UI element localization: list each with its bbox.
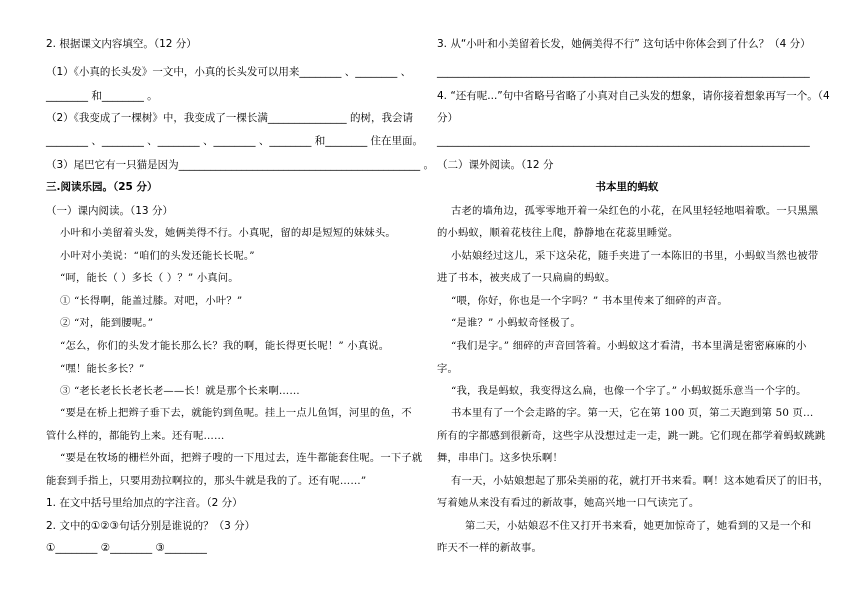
right-line: 古老的墙角边，孤零零地开着一朵红色的小花，在风里轻轻地唱着歌。一只黑黑: [451, 205, 819, 217]
right-line: 小姑娘经过这儿，采下这朵花，随手夹进了一本陈旧的书里，小蚂蚁当然也被带: [451, 250, 819, 262]
left-line: ________ 、________ 、________ 、________ 、________ 和________ 住在里面。: [46, 135, 424, 147]
right-line: _______________________________________________________________________: [437, 66, 810, 78]
left-line: ② “对，能到腰呢。”: [60, 317, 154, 329]
left-line: 2. 文中的①②③句话分别是谁说的？（3 分）: [46, 520, 256, 532]
right-line: “我，我是蚂蚁，我变得这么扁，也像一个字了。” 小蚂蚁挺乐意当一个字的。: [451, 385, 807, 397]
right-line: 3. 从“小叶和小美留着长发，她俩美得不行” 这句话中你体会到了什么？（4 分）: [437, 38, 811, 50]
left-line: ③ “老长老长长老长老——长！就是那个长来啊……: [60, 385, 300, 397]
right-line: 书本里的蚂蚁: [595, 181, 659, 193]
right-line: 的小蚂蚁，顺着花枝往上爬，静静地在花蕊里睡觉。: [437, 227, 679, 239]
left-line: （1）《小真的长头发》一文中，小真的长头发可以用来________ 、________ 、: [46, 66, 412, 78]
left-line: （3）尾巴它有一只猫是因为______________________________________________ 。: [46, 159, 435, 171]
right-line: 分）: [437, 112, 458, 124]
left-line: “要是在桥上把辫子垂下去，就能钓到鱼呢。挂上一点儿鱼饵，河里的鱼，不: [60, 407, 412, 419]
right-line: “喂，你好，你也是一个字吗？” 书本里传来了细碎的声音。: [451, 295, 728, 307]
right-line: “是谁？” 小蚂蚁奇怪极了。: [451, 317, 581, 329]
right-line: “我们是字。” 细碎的声音回答着。小蚂蚁这才看清，书本里满是密密麻麻的小: [451, 340, 807, 352]
left-line: 三.阅读乐园。（25 分）: [46, 181, 158, 193]
right-line: 舞，串串门。这多快乐啊！: [437, 452, 563, 464]
left-line: “嘿！能长多长？”: [60, 363, 145, 375]
left-line: “怎么，你们的头发才能长那么长？我的啊，能长得更长呢！” 小真说。: [60, 340, 390, 352]
left-line: 能套到手指上，只要用劲拉啊拉的，那头牛就是我的了。还有呢……”: [46, 475, 367, 487]
left-line: 小叶对小美说：“咱们的头发还能长长呢。”: [60, 250, 255, 262]
left-line: 1. 在文中括号里给加点的字注音。（2 分）: [46, 497, 243, 509]
right-line: 书本里有了一个会走路的字。第一天，它在第 100 页，第二天跑到第 50 页…: [451, 407, 814, 419]
left-line: “呵，能长（ ）多长（ ）？” 小真问。: [60, 272, 239, 284]
right-line: 进了书本，被夹成了一只扁扁的蚂蚁。: [437, 272, 616, 284]
left-line: （2）《我变成了一棵树》中，我变成了一棵长满_______________ 的树，我会请: [46, 112, 414, 124]
right-line: 字。: [437, 363, 458, 375]
right-line: 4. “还有呢...”句中省略号省略了小真对自己头发的想象，请你接着想象再写一个。（4: [437, 90, 830, 102]
left-line: “要是在牧场的栅栏外面，把辫子嗖的一下甩过去，连牛都能套住呢。一下子就: [60, 452, 423, 464]
left-line: （一）课内阅读。（13 分）: [46, 205, 173, 217]
left-line: 2. 根据课文内容填空。（12 分）: [46, 38, 197, 50]
right-line: _______________________________________________________________________: [437, 135, 810, 147]
right-line: 昨天不一样的新故事。: [437, 542, 542, 554]
right-line: 第二天，小姑娘忍不住又打开书来看，她更加惊奇了，她看到的又是一个和: [465, 520, 812, 532]
right-line: 写着她从来没有看过的新故事，她高兴地一口气读完了。: [437, 497, 700, 509]
left-line: ①________ ②________ ③________: [46, 542, 207, 554]
right-line: 所有的字都感到很新奇，这些字从没想过走一走，跳一跳。它们现在都学着蚂蚁跳跳: [437, 430, 826, 442]
right-line: （二）课外阅读。（12 分: [437, 159, 554, 171]
left-line: ① “长得啊，能盖过膝。对吧，小叶？”: [60, 295, 243, 307]
left-line: 小叶和小美留着头发，她俩美得不行。小真呢，留的却是短短的妹妹头。: [60, 227, 396, 239]
right-line: 有一天，小姑娘想起了那朵美丽的花，就打开书来看。啊！这本她看厌了的旧书，: [451, 475, 829, 487]
left-line: 管什么样的，都能钓上来。还有呢……: [46, 430, 225, 442]
left-line: ________ 和________ 。: [46, 90, 158, 102]
